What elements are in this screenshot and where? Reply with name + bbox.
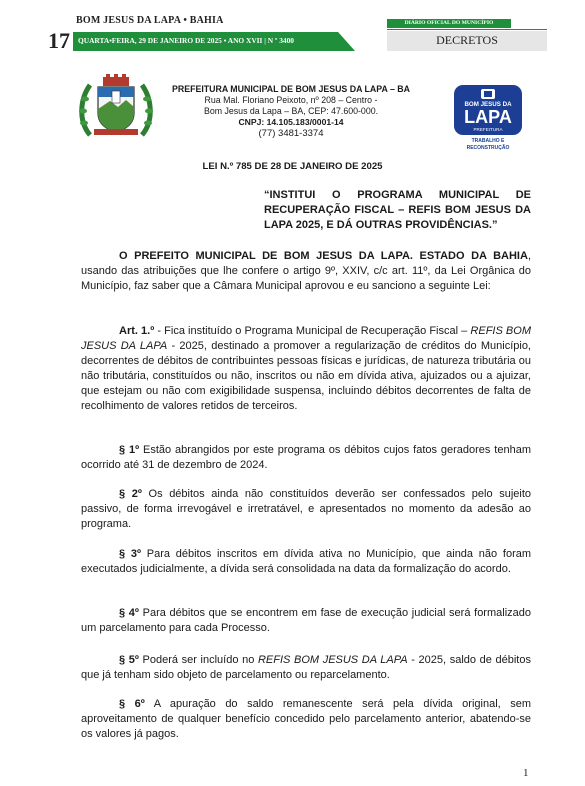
page-number: 17 bbox=[48, 28, 70, 53]
city-state: BOM JESUS DA LAPA • BAHIA bbox=[76, 15, 224, 26]
law-title: LEI N.º 785 DE 28 DE JANEIRO DE 2025 bbox=[202, 161, 383, 172]
org-name: PREFEITURA MUNICIPAL DE BOM JESUS DA LAPA – BA bbox=[171, 84, 411, 94]
article-1-label: Art. 1.º bbox=[119, 325, 155, 337]
paragraph-3-label: § 3º bbox=[119, 548, 142, 560]
address-line-1: Rua Mal. Floriano Peixoto, nº 208 – Centro - bbox=[204, 95, 378, 105]
paragraph-2-label: § 2º bbox=[119, 488, 142, 500]
preamble-text: , usando das atribuições que lhe confere o artigo 9º, XXIV, c/c art. 11º, da Lei Orgânica do Município, faz saber que a Câmara Municipal aprovou e eu sanciono a seguinte Lei: bbox=[81, 250, 531, 292]
paragraph-3-text: Para débitos inscritos em dívida ativa no Município, que ainda não foram executados judicialmente, a dívida será consolidada na data da formalização do acordo. bbox=[81, 548, 532, 575]
paragraph-6-label: § 6º bbox=[119, 698, 145, 710]
paragraph-4 bbox=[81, 606, 531, 636]
article-1-text-a: - Fica instituído o Programa Municipal de Recuperação Fiscal – bbox=[154, 325, 471, 337]
paragraph-4-text: Para débitos que se encontrem em fase de execução judicial será formalizado um parcelamento para cada Processo. bbox=[81, 607, 531, 634]
paragraph-6 bbox=[81, 697, 531, 742]
paragraph-1-label: § 1º bbox=[119, 444, 140, 456]
paragraph-5-text-b: - 2025, saldo de débitos que já tenham sido objeto de parcelamento ou reparcelamento. bbox=[81, 654, 531, 681]
logo-tag-1: TRABALHO E bbox=[471, 138, 505, 144]
paragraph-5-program-name: REFIS BOM JESUS DA LAPA bbox=[257, 654, 408, 666]
logo-top-text: BOM JESUS DA bbox=[464, 101, 512, 108]
diario-label: DIÁRIO OFICIAL DO MUNICÍPIO bbox=[387, 19, 511, 28]
article-1 bbox=[81, 324, 531, 414]
law-ementa: “INSTITUI O PROGRAMA MUNICIPAL DE RECUPERAÇÃO FISCAL – REFIS BOM JESUS DA LAPA 2025, E DÁ OUTRAS PROVIDÊNCIAS.” bbox=[264, 189, 531, 231]
preamble-bold: O PREFEITO MUNICIPAL DE BOM JESUS DA LAPA. ESTADO DA BAHIA bbox=[119, 250, 528, 262]
preamble bbox=[81, 249, 531, 294]
paragraph-2-text: Os débitos ainda não constituídos deverão ser confessados pelo sujeito passivo, de forma irrevogável e irretratável, e apresentados no momento da adesão ao programa. bbox=[81, 488, 532, 530]
article-1-text-b: - 2025, destinado a promover a regularização de créditos do Município, decorrentes de débitos de contribuintes pessoas físicas e jurídicas, de natureza tributária ou não tributária, constituídos ou não, inscritos ou não em dívida ativa, ajuizados ou a ajuizar, que estejam ou não com exigibilidade suspensa, incluindo débitos decorrentes de falta de recolhimento de valores retidos de terceiros. bbox=[81, 340, 531, 412]
paragraph-4-label: § 4º bbox=[119, 607, 139, 619]
header-rule bbox=[387, 29, 547, 30]
letterhead bbox=[160, 84, 422, 139]
cnpj: CNPJ: 14.105.183/0001-14 bbox=[238, 117, 344, 127]
article-1-program-name: REFIS BOM JESUS DA LAPA bbox=[81, 325, 531, 352]
paragraph-6-text: A apuração do saldo remanescente será pela dívida original, sem aproveitamento de qualquer benefício concedido pelo parcelamento anterior, abatendo-se os valores já pagos. bbox=[81, 698, 531, 740]
paragraph-3 bbox=[81, 547, 531, 577]
paragraph-1-text: Estão abrangidos por este programa os débitos cujos fatos geradores tenham ocorrido até 31 de dezembro de 2024. bbox=[81, 444, 531, 471]
section-title: DECRETOS bbox=[387, 31, 547, 51]
paragraph-1 bbox=[81, 443, 531, 473]
paragraph-5 bbox=[81, 653, 531, 683]
address-line-2: Bom Jesus da Lapa – BA, CEP: 47.600-000. bbox=[203, 106, 379, 116]
logo-tag-2: RECONSTRUÇÃO bbox=[466, 145, 510, 151]
phone: (77) 3481-3374 bbox=[258, 128, 324, 139]
coat-of-arms-icon bbox=[76, 73, 156, 139]
paragraph-5-text-a: Poderá ser incluído no bbox=[138, 654, 258, 666]
paragraph-2 bbox=[81, 487, 531, 532]
paragraph-5-label: § 5º bbox=[119, 654, 139, 666]
footer-page-number: 1 bbox=[523, 767, 529, 779]
prefeitura-logo bbox=[452, 83, 524, 153]
lapa-logo-icon bbox=[452, 83, 524, 153]
dateline: QUARTA•FEIRA, 29 DE JANEIRO DE 2025 • ANO XVII | N º 3400 bbox=[78, 36, 295, 45]
logo-sub-text: PREFEITURA bbox=[473, 127, 503, 132]
logo-main-text: LAPA bbox=[464, 107, 512, 127]
